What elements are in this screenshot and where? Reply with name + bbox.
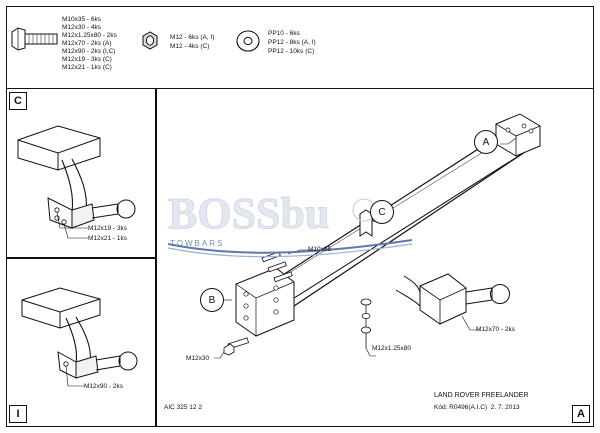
legend-col1-line1: M10x35 - 6ks	[62, 16, 102, 23]
legend-col1-line7: M12x21 - 1ks (C)	[62, 64, 112, 71]
panel-c-callout-2: M12x21 - 1ks	[88, 235, 128, 242]
legend-col3-line3: PP12 - 10ks (C)	[268, 48, 315, 55]
legend-col3-line1: PP10 - 6ks	[268, 30, 300, 37]
legend-col2-line2: M12 - 4ks (C)	[170, 43, 210, 50]
legend-col1-line3: M12x1.25x80 - 2ks	[62, 32, 117, 39]
svg-text:BOSSbu: BOSSbu	[168, 189, 330, 238]
panel-label-i: I	[9, 405, 27, 423]
main-callout-m12x125x80: M12x1.25x80	[372, 345, 412, 352]
legend-col1-line4: M12x70 - 2ks (A)	[62, 40, 112, 47]
main-callout-m12x70: M12x70 - 2ks	[476, 326, 516, 333]
panel-label-c: C	[9, 92, 27, 110]
legend-col2-line1: M12 - 6ks (A, I)	[170, 34, 215, 41]
panel-i-callout-1: M12x90 - 2ks	[84, 383, 124, 390]
callout-circle-c: C	[370, 200, 394, 224]
legend-col1-line6: M12x19 - 3ks (C)	[62, 56, 112, 63]
main-callout-m10x35: M10x35	[308, 246, 332, 253]
svg-text:TOWBARS: TOWBARS	[170, 239, 225, 248]
legend-col1-line2: M12x30 - 4ks	[62, 24, 102, 31]
callout-circle-a: A	[474, 130, 498, 154]
sheet-corner-label: A	[572, 405, 590, 423]
vehicle-title: LAND ROVER FREELANDER	[434, 392, 529, 399]
code-line: Kód: R0496(A.I.C) 2. 7. 2013	[434, 404, 520, 411]
legend-col1-line5: M12x90 - 2ks (I,C)	[62, 48, 116, 55]
drawing-number: AIC 325 12 2	[164, 404, 202, 411]
legend-col3-line2: PP12 - 8ks (A, I)	[268, 39, 316, 46]
callout-circle-b: B	[200, 288, 224, 312]
panel-c-callout-1: M12x19 - 3ks	[88, 225, 128, 232]
main-callout-m12x30: M12x30	[186, 355, 210, 362]
